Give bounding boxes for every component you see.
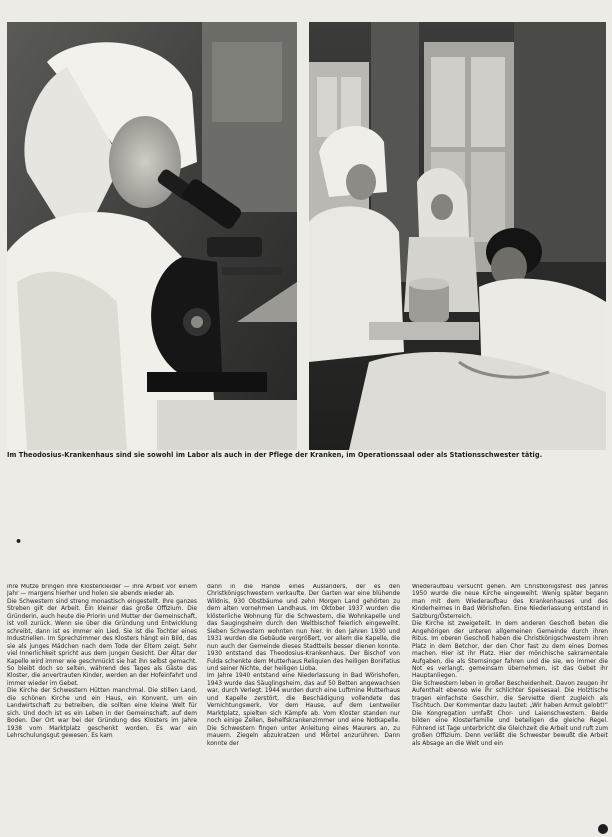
end-mark-icon: [598, 824, 608, 834]
ward-photo: [309, 22, 606, 450]
paragraph: dann in die Hände eines Ausländers, der es den Christkönigschwestern verkaufte. Der Garten war eine blühende Wildnis, 930 Obstbäume und zehn Morgen Land gehörten zu dem alten vornehmen Landhaus. Im Oktober 1937 wurden die klösterliche Wohnung für die Schwestern, die Wohnkapelle und das Saugingsheim durch den Weltbischof feierlich eingeweiht. Sieben Schwestern wohnten nun hier. In den Jahren 1930 und 1931 wurden die Gebäude vergrößert, vor allem die Kapelle, die nun auch der Gemeinde dieses Stadtteils besser dienen konnte. 1930 entstand das Theodosius-Krankenhaus. Der Bischof von Fulda schenkte dem Mutterhaus Reliquien des heiligen Bonifatius und seiner Nichte, der heiligen Lioba.: [207, 584, 400, 672]
paragraph: Die Schwestern sind streng monastisch eingestellt. Ihre ganzes Streben gilt der Arbeit. Ein kleiner das große Offizium. Die Gründerin, auch heute die Priorin und Mutter der Gemeinschaft, ist voll zurück. Wenn sie über die Gründung und Entwicklung schreibt, dann ist es immer ein Lied. Sie ist die Tochter eines Industriellen. Im Sprechzimmer des Klosters hängt ein Bild, das sie als junges Mädchen nach dem Tode der Eltern zeigt. Sehr viel Innerlichkeit spricht aus dem jungen Gesicht. Der Altar der Kapelle wird immer wie geschmückt sie hat ihn selbst gemacht. So bleibt doch so selten, während des Tages als Gäste das Kloster, die anvertrauten Kinder, werden an der Hofeinfahrt und immer wieder im Gebet.: [7, 598, 197, 687]
paragraph: Im Jahre 1940 entstand eine Niederlassung in Bad Wörishofen, 1943 wurde das Säuglingsheim, das auf 50 Betten angewachsen war, durch Verlegt. 1944 wurden durch eine Luftmine Mutterhaus und Kapelle zerstört, die Beschädigung vollendete das Vernichtungswerk. Vor dem Hause, auf dem Lentweiler Marktplatz, spielten sich Kämpfe ab. Vom Kloster standen nur noch einige Zellen, Behelfskrankenzimmer und eine Notkapelle. Die Schwestern fingen unter Anleitung eines Maurers an, zu mauern. Ziegeln abzukratzen und Mörtel anzurühren. Dann konnte der: [207, 673, 400, 747]
text-column-3: [412, 584, 608, 834]
text-column-2: [207, 584, 400, 834]
paragraph: ihre Mütze bringen ihre Klosterkleider — ihre Arbeit vor einem Jahr — margens hierher und holen sie abends wieder ab.: [7, 584, 197, 598]
paragraph: Die Kirche ist zweigeteilt. In dem anderen Geschoß beten die Angehörigen der unteren allgemeinen Gemeinde durch ihren Ritus. Im oberen Geschoß haben die Christkönigschwestern ihren Platz in dem Betchor, der den Chor fast zu dem eines Domes machen. Hier ist ihr Platz. Hier der mönchische sakramentale Aufgaben, die als Sternsinger fahren und die sie, wo immer die Not es verlangt, gemeinsam übernehmen, ist das Gebet ihr Hauptanliegen.: [412, 621, 608, 680]
photo-caption: Im Theodosius-Krankenhaus sind sie sowohl im Labor als auch in der Pflege der Kranken, im Operationssaal oder als Stationsschwester tätig.: [7, 451, 543, 459]
laboratory-photo: [7, 22, 297, 450]
paragraph: Wiederaufbau versucht gehen. Am Christkönigsfest des Jahres 1950 wurde die neue Kirche eingeweiht. Wenig später begann man mit dem Wiederaufbau des Krankenhauses und des Kinderheimes in Bad Wörishofen. Eine Niederlassung entstand in Salzburg/Österreich.: [412, 584, 608, 620]
paragraph: Die Schwestern leben in großer Bescheidenheit. Davon zeugen ihr Aufenthalt ebenso wie ihr schlichter Speisesaal. Die Holztische tragen einfachste Geschirr, die Serviette dient zugleich als Tischtuch. Der Kommentar dazu lautet: „Wir haben Armut gelobt!“: [412, 680, 608, 710]
text-column-1: [7, 584, 197, 834]
paragraph: Die Kirche der Schwestern Hütten manchmal. Die stillen Land, die schönen Kirche und ein Haus, ein Konvent, um ein Landwirtschaft zu betreiben, die sollten eine kleine Welt für sich. Und doch ist es ein Leben in der Gemeinschaft, auf dem Boden. Der Ort war bei der Gründung des Klosters im Jahre 1938 vom Marktplatz geschenkt worden. Es war ein Lehrschulungsgut gewesen. Es kam: [7, 688, 197, 740]
paragraph: Die Kongregation umfaßt Chor- und Laienschwestern. Beide bilden eine Klosterfamilie und beteiligen die gleiche Regel. Führend ist Tage unterbricht die Gleichzeit die Arbeit und ruft zum großen Offizium. Denn verläßt die Schwester bewußt die Arbeit als Absage an die Welt und ein: [412, 710, 608, 747]
bullet-mark: •: [15, 535, 23, 548]
